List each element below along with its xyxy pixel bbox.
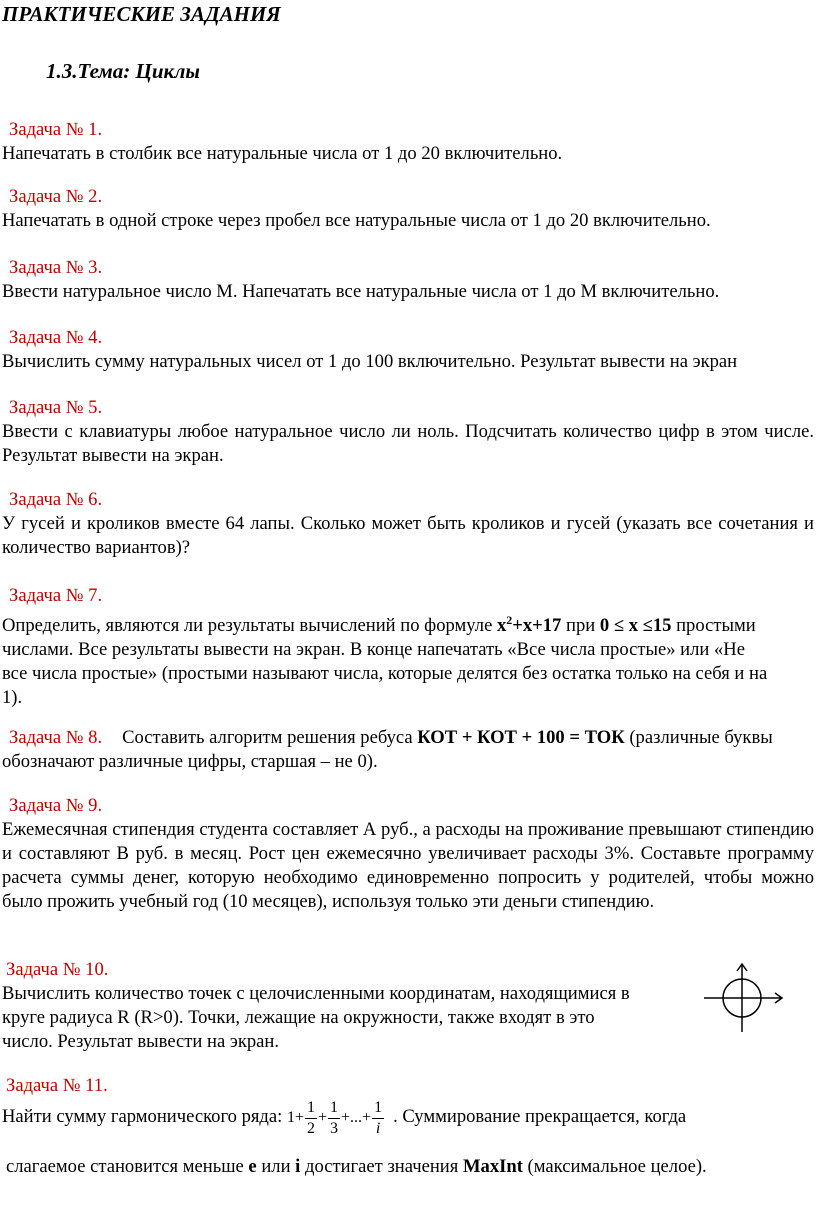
task-10-line-1: Вычислить количество точек с целочисленными координатам, находящимися в xyxy=(2,983,630,1004)
task-1-label: Задача № 1. xyxy=(9,119,103,140)
rebus: КОТ + КОТ + 100 = ТОК xyxy=(417,727,625,748)
task-7-text-b: при xyxy=(561,615,600,637)
formula-x: x xyxy=(496,615,507,637)
task-11-text-d: или xyxy=(256,1156,296,1177)
task-8-text-a: Составить алгоритм решения ребуса xyxy=(122,727,418,748)
task-7 xyxy=(2,584,814,710)
task-2 xyxy=(2,185,814,233)
task-1-text: Напечатать в столбик все натуральные числа от 1 до 20 включительно. xyxy=(2,143,563,164)
task-7-text-a: Определить, являются ли результаты вычислений по формуле xyxy=(2,615,497,637)
range xyxy=(600,615,672,636)
task-7-text xyxy=(2,608,772,710)
task-4-label: Задача № 4. xyxy=(9,327,103,348)
page-title: ПРАКТИЧЕСКИЕ ЗАДАНИЯ xyxy=(2,2,281,26)
task-5-label: Задача № 5. xyxy=(9,397,103,418)
task-5-text: Ввести с клавиатуры любое натуральное число ли ноль. Подсчитать количество цифр в этом числе. Результат вывести на экран. xyxy=(2,421,814,466)
task-10-line-2: круге радиуса R (R>0). Точки, лежащие на окружности, также входят в это xyxy=(2,1007,595,1028)
fraction-1-3: $\frac{1}{3}$ xyxy=(330,1099,339,1137)
series-plus-1: + xyxy=(294,1109,304,1127)
task-4 xyxy=(2,326,814,374)
task-10-label: Задача № 10. xyxy=(6,959,109,980)
le-symbol-1: ≤ xyxy=(613,615,625,637)
task-2-text: Напечатать в одной строке через пробел все натуральные числа от 1 до 20 включительно. xyxy=(2,210,711,231)
fraction-1-2: $\frac{1}{2}$ xyxy=(306,1099,315,1137)
task-11 xyxy=(2,1074,814,1179)
task-3-text: Ввести натуральное число М. Напечатать все натуральные числа от 1 до М включительно. xyxy=(2,281,720,302)
task-7-text-c: простыми числами. Все результаты вывести на экран. В конце напечатать «Все числа простые» или «Не все числа простые» (простыми называют числа, которые делятся без остатка только на себя и на 1). xyxy=(2,615,768,709)
series-one: 1 xyxy=(286,1109,295,1127)
series-plus-2: + xyxy=(317,1109,328,1127)
epsilon-e: e xyxy=(248,1156,257,1177)
formula xyxy=(497,615,561,636)
fraction-1-i: $\frac{1}{i}$ xyxy=(374,1099,383,1137)
task-2-label: Задача № 2. xyxy=(9,186,103,207)
index-i: i xyxy=(295,1156,301,1177)
task-11-text-a: Найти сумму гармонического ряда: xyxy=(2,1106,283,1128)
formula-rest: +x+17 xyxy=(512,615,562,637)
range-upper: 15 xyxy=(652,615,672,637)
formula-exponent: 2 xyxy=(506,613,513,627)
maxint: MaxInt xyxy=(462,1156,523,1177)
task-11-text-e: достигает значения xyxy=(300,1156,463,1177)
task-11-text-c: слагаемое становится меньше xyxy=(6,1156,249,1177)
task-9-text: Ежемесячная стипендия студента составляет А руб., а расходы на проживание превышают стипендию и составляют В руб. в месяц. Рост цен ежемесячно увеличивает расходы 3%. Составьте программу расчета суммы денег, которую необходимо единовременно попросить у родителей, чтобы можно было прожить учебный год (10 месяцев), используя только эти деньги стипендию. xyxy=(2,819,814,912)
topic-heading: 1.3.Тема: Циклы xyxy=(46,59,200,83)
task-8-text-b: (различные буквы обозначают различные цифры, старшая – не 0). xyxy=(2,727,773,772)
range-lower: 0 xyxy=(599,615,610,637)
le-symbol-2: ≤ xyxy=(642,615,653,637)
series-dots: +...+ xyxy=(341,1109,372,1127)
task-11-line-1 xyxy=(2,1098,814,1139)
task-8-label: Задача № 8. xyxy=(9,727,103,748)
harmonic-series xyxy=(286,1099,385,1137)
coordinate-crosshair-icon xyxy=(700,962,784,1034)
task-4-text: Вычислить сумму натуральных чисел от 1 до 100 включительно. Результат вывести на экран xyxy=(2,351,738,372)
task-9-label: Задача № 9. xyxy=(9,795,103,816)
task-7-label: Задача № 7. xyxy=(9,585,103,606)
task-5 xyxy=(2,396,814,468)
task-6 xyxy=(2,488,814,560)
task-11-text-b: . Суммирование прекращается, когда xyxy=(393,1106,687,1128)
task-11-text-f: (максимальное целое). xyxy=(522,1156,707,1177)
task-3-label: Задача № 3. xyxy=(9,257,103,278)
task-8 xyxy=(2,726,814,774)
task-11-label: Задача № 11. xyxy=(6,1075,108,1096)
task-10-line-3: число. Результат вывести на экран. xyxy=(2,1031,280,1052)
task-11-line-2 xyxy=(2,1155,814,1179)
task-10 xyxy=(2,958,814,1054)
range-x: x xyxy=(628,615,638,637)
task-3 xyxy=(2,256,814,304)
task-9 xyxy=(2,794,814,914)
task-1 xyxy=(2,118,814,166)
task-6-text: У гусей и кроликов вместе 64 лапы. Сколько может быть кроликов и гусей (указать все сочетания и количество вариантов)? xyxy=(2,513,814,558)
task-8-text xyxy=(2,726,792,774)
task-6-label: Задача № 6. xyxy=(9,489,103,510)
